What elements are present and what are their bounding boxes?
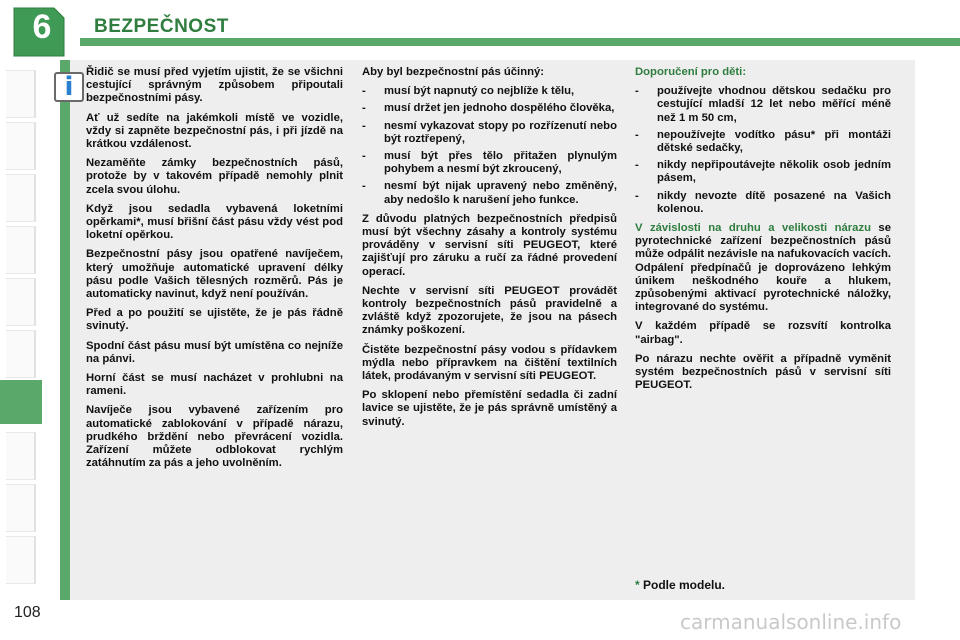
list-item: - nikdy nepřipoutávejte několik osob jedním pásem, — [635, 159, 891, 185]
paragraph: Spodní část pásu musí být umístěna co nejníže na pánvi. — [86, 339, 343, 365]
section-heading: Doporučení pro děti: — [635, 66, 747, 78]
paragraph: Po nárazu nechte ověřit a případně vyměnit systém bezpečnostních pásů v servisní síti PEUGEOT. — [635, 352, 891, 392]
list-item: - nepoužívejte vodítko pásu* při montáži dětské sedačky, — [635, 128, 891, 155]
impact-text: se pyrotechnické zařízení bezpečnostních pásů může odpálit nezávisle na nafukovacích vacích. Odpálení předpínačů je doprovázeno lehkým únikem neškodného kouře a hlukem, způsobenými aktivací pyrotechnické náložky, integrované do systému. — [635, 222, 891, 314]
rail-tab[interactable] — [6, 70, 36, 118]
rail-tab[interactable] — [6, 122, 36, 170]
info-glyph: i — [64, 72, 74, 102]
paragraph: Čistěte bezpečnostní pásy vodou s přídavkem mýdla nebo přípravkem na čištění textilních látek, prodávaným v servisní síti PEUGEOT. — [362, 343, 617, 383]
paragraph — [635, 222, 891, 314]
paragraph: V každém případě se rozsvítí kontrolka "airbag". — [635, 320, 891, 346]
paragraph: Bezpečnostní pásy jsou opatřené navíječem, který umožňuje automatické upravení délky pásu podle Vašich tělesných rozměrů. Pás je automaticky navinut, když není používán. — [86, 248, 343, 301]
paragraph: Nechte v servisní síti PEUGEOT provádět kontroly bezpečnostních pásů pravidelně a zvláště když zpozorujete, že jsou na pásech známky poškození. — [362, 284, 617, 337]
list-item: - musí držet jen jednoho dospělého člověka, — [362, 102, 615, 115]
footnote-text: Podle modelu. — [639, 578, 726, 592]
paragraph: Navíječe jsou vybavené zařízením pro automatické zablokování v případě nárazu, prudkého brždění nebo převrácení vozidla. Zařízení můžete odblokovat rychlým zatáhnutím za pás a jeho uvolněním. — [86, 404, 343, 470]
list-item: - musí být přes tělo přitažen plynulým pohybem a nesmí být zkroucený, — [362, 150, 617, 176]
info-icon — [54, 72, 84, 102]
impact-lead: V závislosti na druhu a velikosti nárazu — [635, 222, 871, 235]
rail-tab[interactable] — [6, 278, 36, 326]
footnote — [635, 578, 725, 592]
paragraph: Po sklopení nebo přemístění sedadla či zadní lavice se ujistěte, že je pás správně umístěný a svinutý. — [362, 389, 617, 428]
watermark: carmanualsonline.info — [680, 610, 902, 634]
paragraph: Z důvodu platných bezpečnostních předpisů musí být všechny zásahy a kontroly systému prováděny v servisní síti PEUGEOT, které zajišťují pro záruku a ručí za řádné provedení operací. — [362, 212, 617, 278]
footnote-star: * — [635, 578, 640, 592]
column-right — [635, 66, 891, 398]
column-left — [86, 66, 343, 476]
chapter-number: 6 — [32, 8, 52, 46]
list-item: - nesmí vykazovat stopy po rozřízenutí nebo být roztřepený, — [362, 119, 617, 145]
page-title: BEZPEČNOST — [94, 16, 229, 37]
list-item: - nikdy nevozte dítě posazené na Vašich kolenou. — [635, 189, 891, 215]
header-band — [80, 38, 960, 46]
rail-tab[interactable] — [6, 432, 36, 480]
column-middle — [362, 66, 617, 435]
paragraph: Ať už sedíte na jakémkoli místě ve vozidle, vždy si zapněte bezpečnostní pás, i při jízdě na krátkou vzdálenost. — [86, 111, 343, 151]
rail-tab[interactable] — [6, 330, 36, 378]
rail-tab-active[interactable] — [0, 380, 42, 424]
rail-tab[interactable] — [6, 484, 36, 532]
rail-tab[interactable] — [6, 226, 36, 274]
paragraph: Když jsou sedadla vybavená loketními opěrkami*, musí břišní část pásu vždy vést pod loketní opěrkou. — [86, 202, 343, 242]
page-number: 108 — [14, 604, 41, 621]
list-item: - nesmí být nijak upravený nebo změněný, aby nedošlo k narušení jeho funkce. — [362, 180, 617, 206]
list-item: - používejte vhodnou dětskou sedačku pro cestující mladší 12 let nebo měřící méně než 1 m 50 cm, — [635, 85, 891, 124]
list-intro: Aby byl bezpečnostní pás účinný: — [362, 66, 545, 78]
list-item: - musí být napnutý co nejblíže k tělu, — [362, 85, 575, 98]
rail-tab[interactable] — [6, 536, 36, 584]
paragraph: Před a po použití se ujistěte, že je pás řádně svinutý. — [86, 307, 343, 333]
paragraph: Řidič se musí před vyjetím ujistit, že se všichni cestující správným způsobem připoutali bezpečnostními pásy. — [86, 66, 343, 105]
chapter-rail — [0, 60, 44, 580]
paragraph: Horní část se musí nacházet v prohlubni na rameni. — [86, 372, 343, 398]
rail-tab[interactable] — [6, 174, 36, 222]
paragraph: Nezaměňte zámky bezpečnostních pásů, protože by v takovém případě nemohly plnit zcela svou úlohu. — [86, 157, 343, 196]
